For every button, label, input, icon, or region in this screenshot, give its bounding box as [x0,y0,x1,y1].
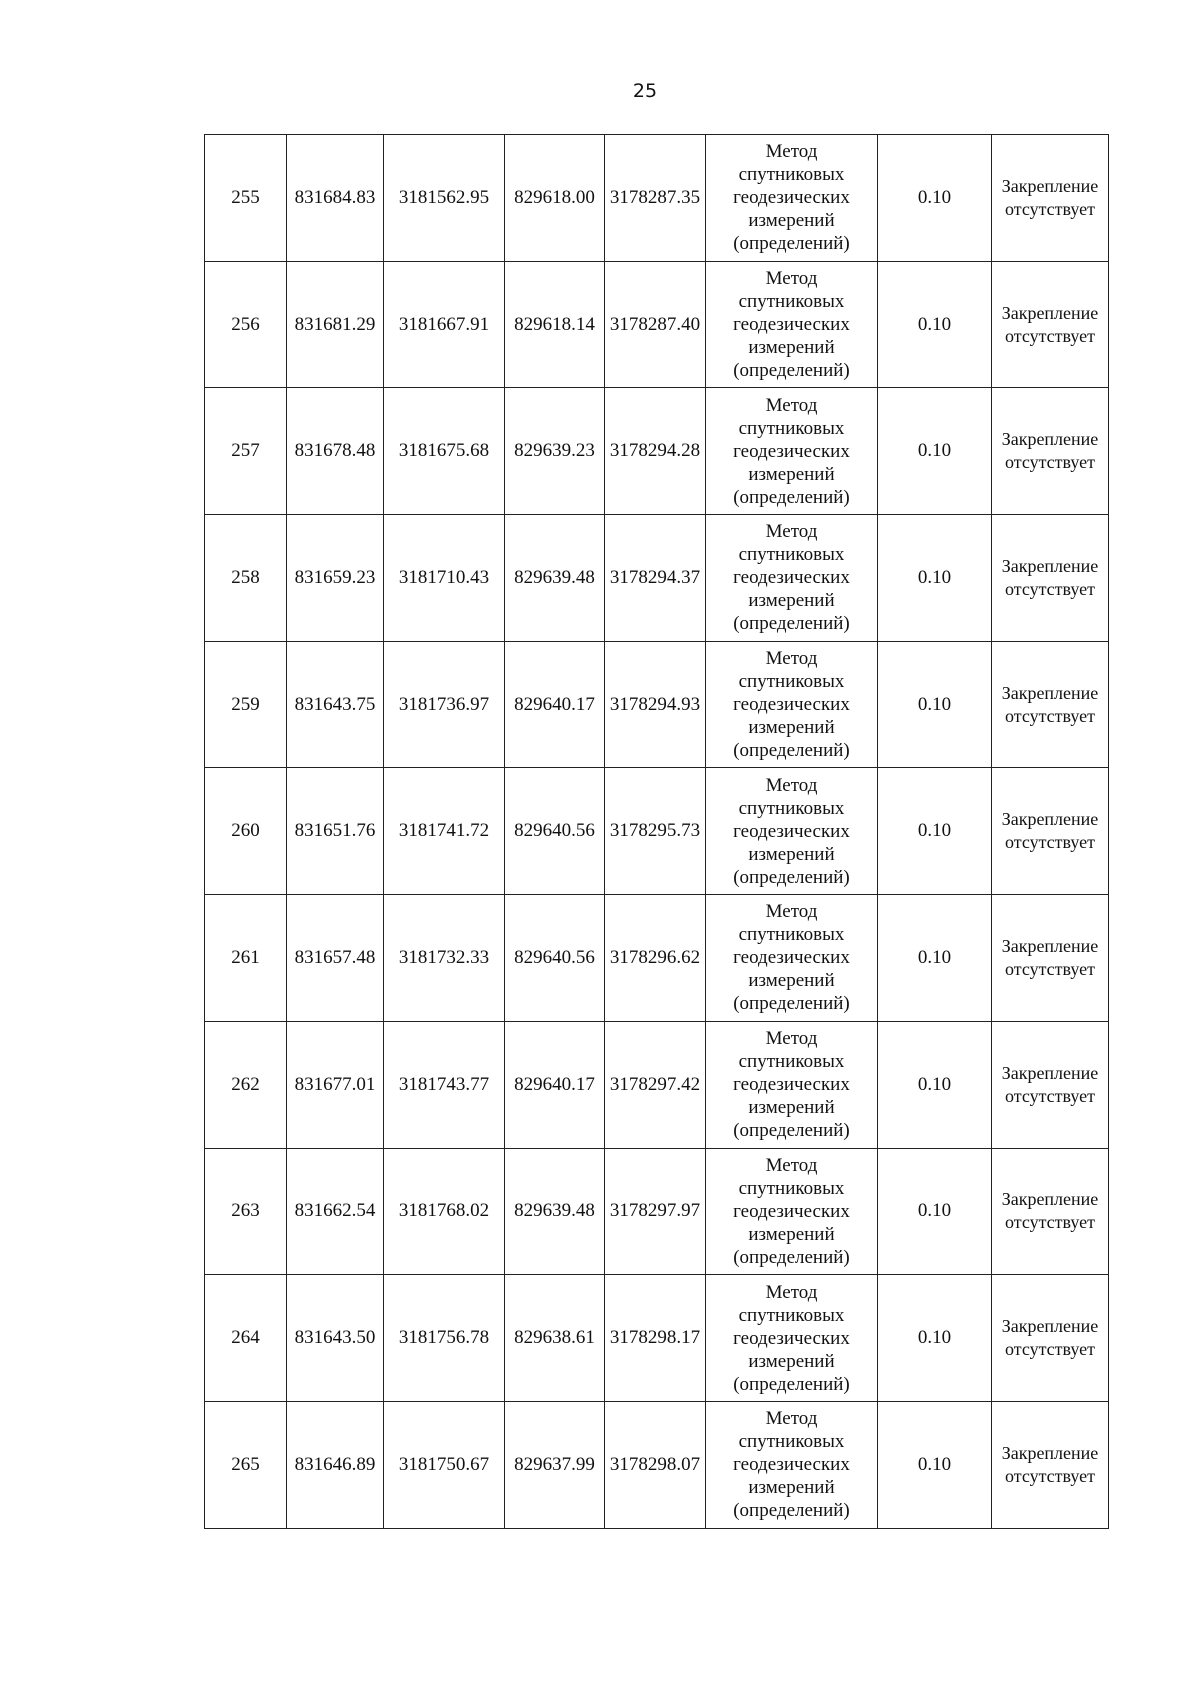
point-number-cell: 265 [205,1401,287,1528]
fixing-line: отсутствует [1004,832,1096,853]
method-line: спутниковых [738,1177,845,1199]
method-line: измерений [748,970,835,992]
method-line: геодезических [733,1454,850,1476]
method-cell [706,1021,878,1148]
y1-coordinate-cell: 3181741.72 [384,768,505,895]
x2-coordinate-cell: 829639.48 [505,1148,605,1275]
table-row [205,768,1109,895]
method-line: спутниковых [738,417,845,439]
method-cell [706,388,878,515]
method-line: измерений [748,210,835,232]
point-number-cell: 264 [205,1275,287,1402]
y2-coordinate-cell: 3178294.37 [605,515,706,642]
method-line: Метод [765,1028,818,1050]
y1-coordinate-cell: 3181675.68 [384,388,505,515]
table-row [205,1021,1109,1148]
x2-coordinate-cell: 829618.00 [505,135,605,262]
y1-coordinate-cell: 3181562.95 [384,135,505,262]
y2-coordinate-cell: 3178296.62 [605,895,706,1022]
accuracy-cell: 0.10 [878,768,992,895]
x1-coordinate-cell: 831662.54 [287,1148,384,1275]
y1-coordinate-cell: 3181667.91 [384,261,505,388]
point-number-cell: 262 [205,1021,287,1148]
x2-coordinate-cell: 829639.48 [505,515,605,642]
y1-coordinate-cell: 3181710.43 [384,515,505,642]
accuracy-cell: 0.10 [878,1148,992,1275]
y2-coordinate-cell: 3178287.40 [605,261,706,388]
coordinates-table [204,134,1109,1529]
method-line: (определений) [733,1373,850,1395]
method-line: измерений [748,843,835,865]
method-line: измерений [748,1477,835,1499]
method-cell [706,641,878,768]
y2-coordinate-cell: 3178297.97 [605,1148,706,1275]
fixing-cell [992,261,1109,388]
x1-coordinate-cell: 831643.50 [287,1275,384,1402]
point-number-cell: 257 [205,388,287,515]
method-line: спутниковых [738,291,845,313]
fixing-line: отсутствует [1004,1465,1096,1486]
table-row [205,1401,1109,1528]
table-row [205,261,1109,388]
accuracy-cell: 0.10 [878,135,992,262]
method-cell [706,768,878,895]
method-line: Метод [765,268,818,290]
method-line: измерений [748,717,835,739]
method-line: геодезических [733,1074,850,1096]
fixing-line: отсутствует [1004,452,1096,473]
point-number-cell: 255 [205,135,287,262]
fixing-line: Закрепление [1001,809,1099,830]
method-line: измерений [748,337,835,359]
method-line: геодезических [733,947,850,969]
x1-coordinate-cell: 831646.89 [287,1401,384,1528]
method-line: геодезических [733,567,850,589]
fixing-cell [992,641,1109,768]
method-line: Метод [765,1408,818,1430]
method-line: спутниковых [738,164,845,186]
method-line: (определений) [733,486,850,508]
fixing-line: отсутствует [1004,198,1096,219]
fixing-cell [992,1021,1109,1148]
method-line: измерений [748,1223,835,1245]
y2-coordinate-cell: 3178298.17 [605,1275,706,1402]
method-line: геодезических [733,1327,850,1349]
y1-coordinate-cell: 3181743.77 [384,1021,505,1148]
method-line: измерений [748,463,835,485]
method-line: (определений) [733,360,850,382]
y2-coordinate-cell: 3178295.73 [605,768,706,895]
point-number-cell: 256 [205,261,287,388]
method-cell [706,895,878,1022]
x2-coordinate-cell: 829640.17 [505,1021,605,1148]
method-line: спутниковых [738,1431,845,1453]
method-cell [706,135,878,262]
fixing-line: отсутствует [1004,578,1096,599]
method-line: измерений [748,1097,835,1119]
method-line: спутниковых [738,924,845,946]
x1-coordinate-cell: 831657.48 [287,895,384,1022]
fixing-line: Закрепление [1001,682,1099,703]
table-row [205,1148,1109,1275]
y2-coordinate-cell: 3178287.35 [605,135,706,262]
y2-coordinate-cell: 3178298.07 [605,1401,706,1528]
method-line: (определений) [733,233,850,255]
x1-coordinate-cell: 831643.75 [287,641,384,768]
method-line: спутниковых [738,1051,845,1073]
fixing-line: Закрепление [1001,1062,1099,1083]
point-number-cell: 258 [205,515,287,642]
method-line: Метод [765,521,818,543]
fixing-line: Закрепление [1001,1189,1099,1210]
method-line: Метод [765,1154,818,1176]
fixing-line: отсутствует [1004,1339,1096,1360]
y1-coordinate-cell: 3181750.67 [384,1401,505,1528]
table-row [205,388,1109,515]
method-line: Метод [765,141,818,163]
x2-coordinate-cell: 829618.14 [505,261,605,388]
accuracy-cell: 0.10 [878,388,992,515]
accuracy-cell: 0.10 [878,895,992,1022]
method-line: спутниковых [738,797,845,819]
method-line: (определений) [733,993,850,1015]
point-number-cell: 260 [205,768,287,895]
x1-coordinate-cell: 831678.48 [287,388,384,515]
method-line: геодезических [733,820,850,842]
fixing-cell [992,1401,1109,1528]
y2-coordinate-cell: 3178294.93 [605,641,706,768]
x2-coordinate-cell: 829638.61 [505,1275,605,1402]
method-line: спутниковых [738,544,845,566]
x1-coordinate-cell: 831681.29 [287,261,384,388]
accuracy-cell: 0.10 [878,1275,992,1402]
method-cell [706,1148,878,1275]
accuracy-cell: 0.10 [878,515,992,642]
method-line: геодезических [733,1200,850,1222]
method-line: спутниковых [738,671,845,693]
fixing-cell [992,135,1109,262]
method-line: (определений) [733,1120,850,1142]
method-cell [706,1275,878,1402]
method-line: геодезических [733,314,850,336]
fixing-line: отсутствует [1004,1085,1096,1106]
accuracy-cell: 0.10 [878,261,992,388]
x2-coordinate-cell: 829640.56 [505,895,605,1022]
y1-coordinate-cell: 3181732.33 [384,895,505,1022]
x2-coordinate-cell: 829639.23 [505,388,605,515]
method-line: Метод [765,394,818,416]
y2-coordinate-cell: 3178294.28 [605,388,706,515]
method-line: измерений [748,1350,835,1372]
fixing-line: отсутствует [1004,705,1096,726]
table-body [205,135,1109,1529]
table-row [205,515,1109,642]
method-line: (определений) [733,866,850,888]
x1-coordinate-cell: 831684.83 [287,135,384,262]
table-row [205,1275,1109,1402]
method-line: (определений) [733,740,850,762]
method-line: (определений) [733,613,850,635]
method-line: геодезических [733,440,850,462]
method-line: (определений) [733,1246,850,1268]
fixing-cell [992,388,1109,515]
x1-coordinate-cell: 831677.01 [287,1021,384,1148]
method-line: геодезических [733,187,850,209]
fixing-line: Закрепление [1001,555,1099,576]
method-cell [706,515,878,642]
method-line: Метод [765,774,818,796]
fixing-line: отсутствует [1004,1212,1096,1233]
method-line: спутниковых [738,1304,845,1326]
fixing-line: Закрепление [1001,302,1099,323]
y2-coordinate-cell: 3178297.42 [605,1021,706,1148]
fixing-line: отсутствует [1004,325,1096,346]
method-line: измерений [748,590,835,612]
table-row [205,641,1109,768]
fixing-cell [992,895,1109,1022]
page-number: 25 [632,80,658,102]
method-line: Метод [765,901,818,923]
method-cell [706,1401,878,1528]
point-number-cell: 259 [205,641,287,768]
table-row [205,895,1109,1022]
method-line: (определений) [733,1500,850,1522]
fixing-line: Закрепление [1001,429,1099,450]
fixing-line: Закрепление [1001,1442,1099,1463]
table-row [205,135,1109,262]
method-line: геодезических [733,694,850,716]
fixing-line: отсутствует [1004,958,1096,979]
x2-coordinate-cell: 829640.56 [505,768,605,895]
method-line: Метод [765,1281,818,1303]
x2-coordinate-cell: 829637.99 [505,1401,605,1528]
x1-coordinate-cell: 831651.76 [287,768,384,895]
fixing-line: Закрепление [1001,1316,1099,1337]
y1-coordinate-cell: 3181736.97 [384,641,505,768]
accuracy-cell: 0.10 [878,641,992,768]
method-cell [706,261,878,388]
fixing-cell [992,515,1109,642]
accuracy-cell: 0.10 [878,1401,992,1528]
fixing-line: Закрепление [1001,935,1099,956]
x1-coordinate-cell: 831659.23 [287,515,384,642]
fixing-cell [992,1275,1109,1402]
y1-coordinate-cell: 3181768.02 [384,1148,505,1275]
y1-coordinate-cell: 3181756.78 [384,1275,505,1402]
fixing-line: Закрепление [1001,175,1099,196]
x2-coordinate-cell: 829640.17 [505,641,605,768]
fixing-cell [992,1148,1109,1275]
accuracy-cell: 0.10 [878,1021,992,1148]
method-line: Метод [765,648,818,670]
fixing-cell [992,768,1109,895]
point-number-cell: 263 [205,1148,287,1275]
point-number-cell: 261 [205,895,287,1022]
